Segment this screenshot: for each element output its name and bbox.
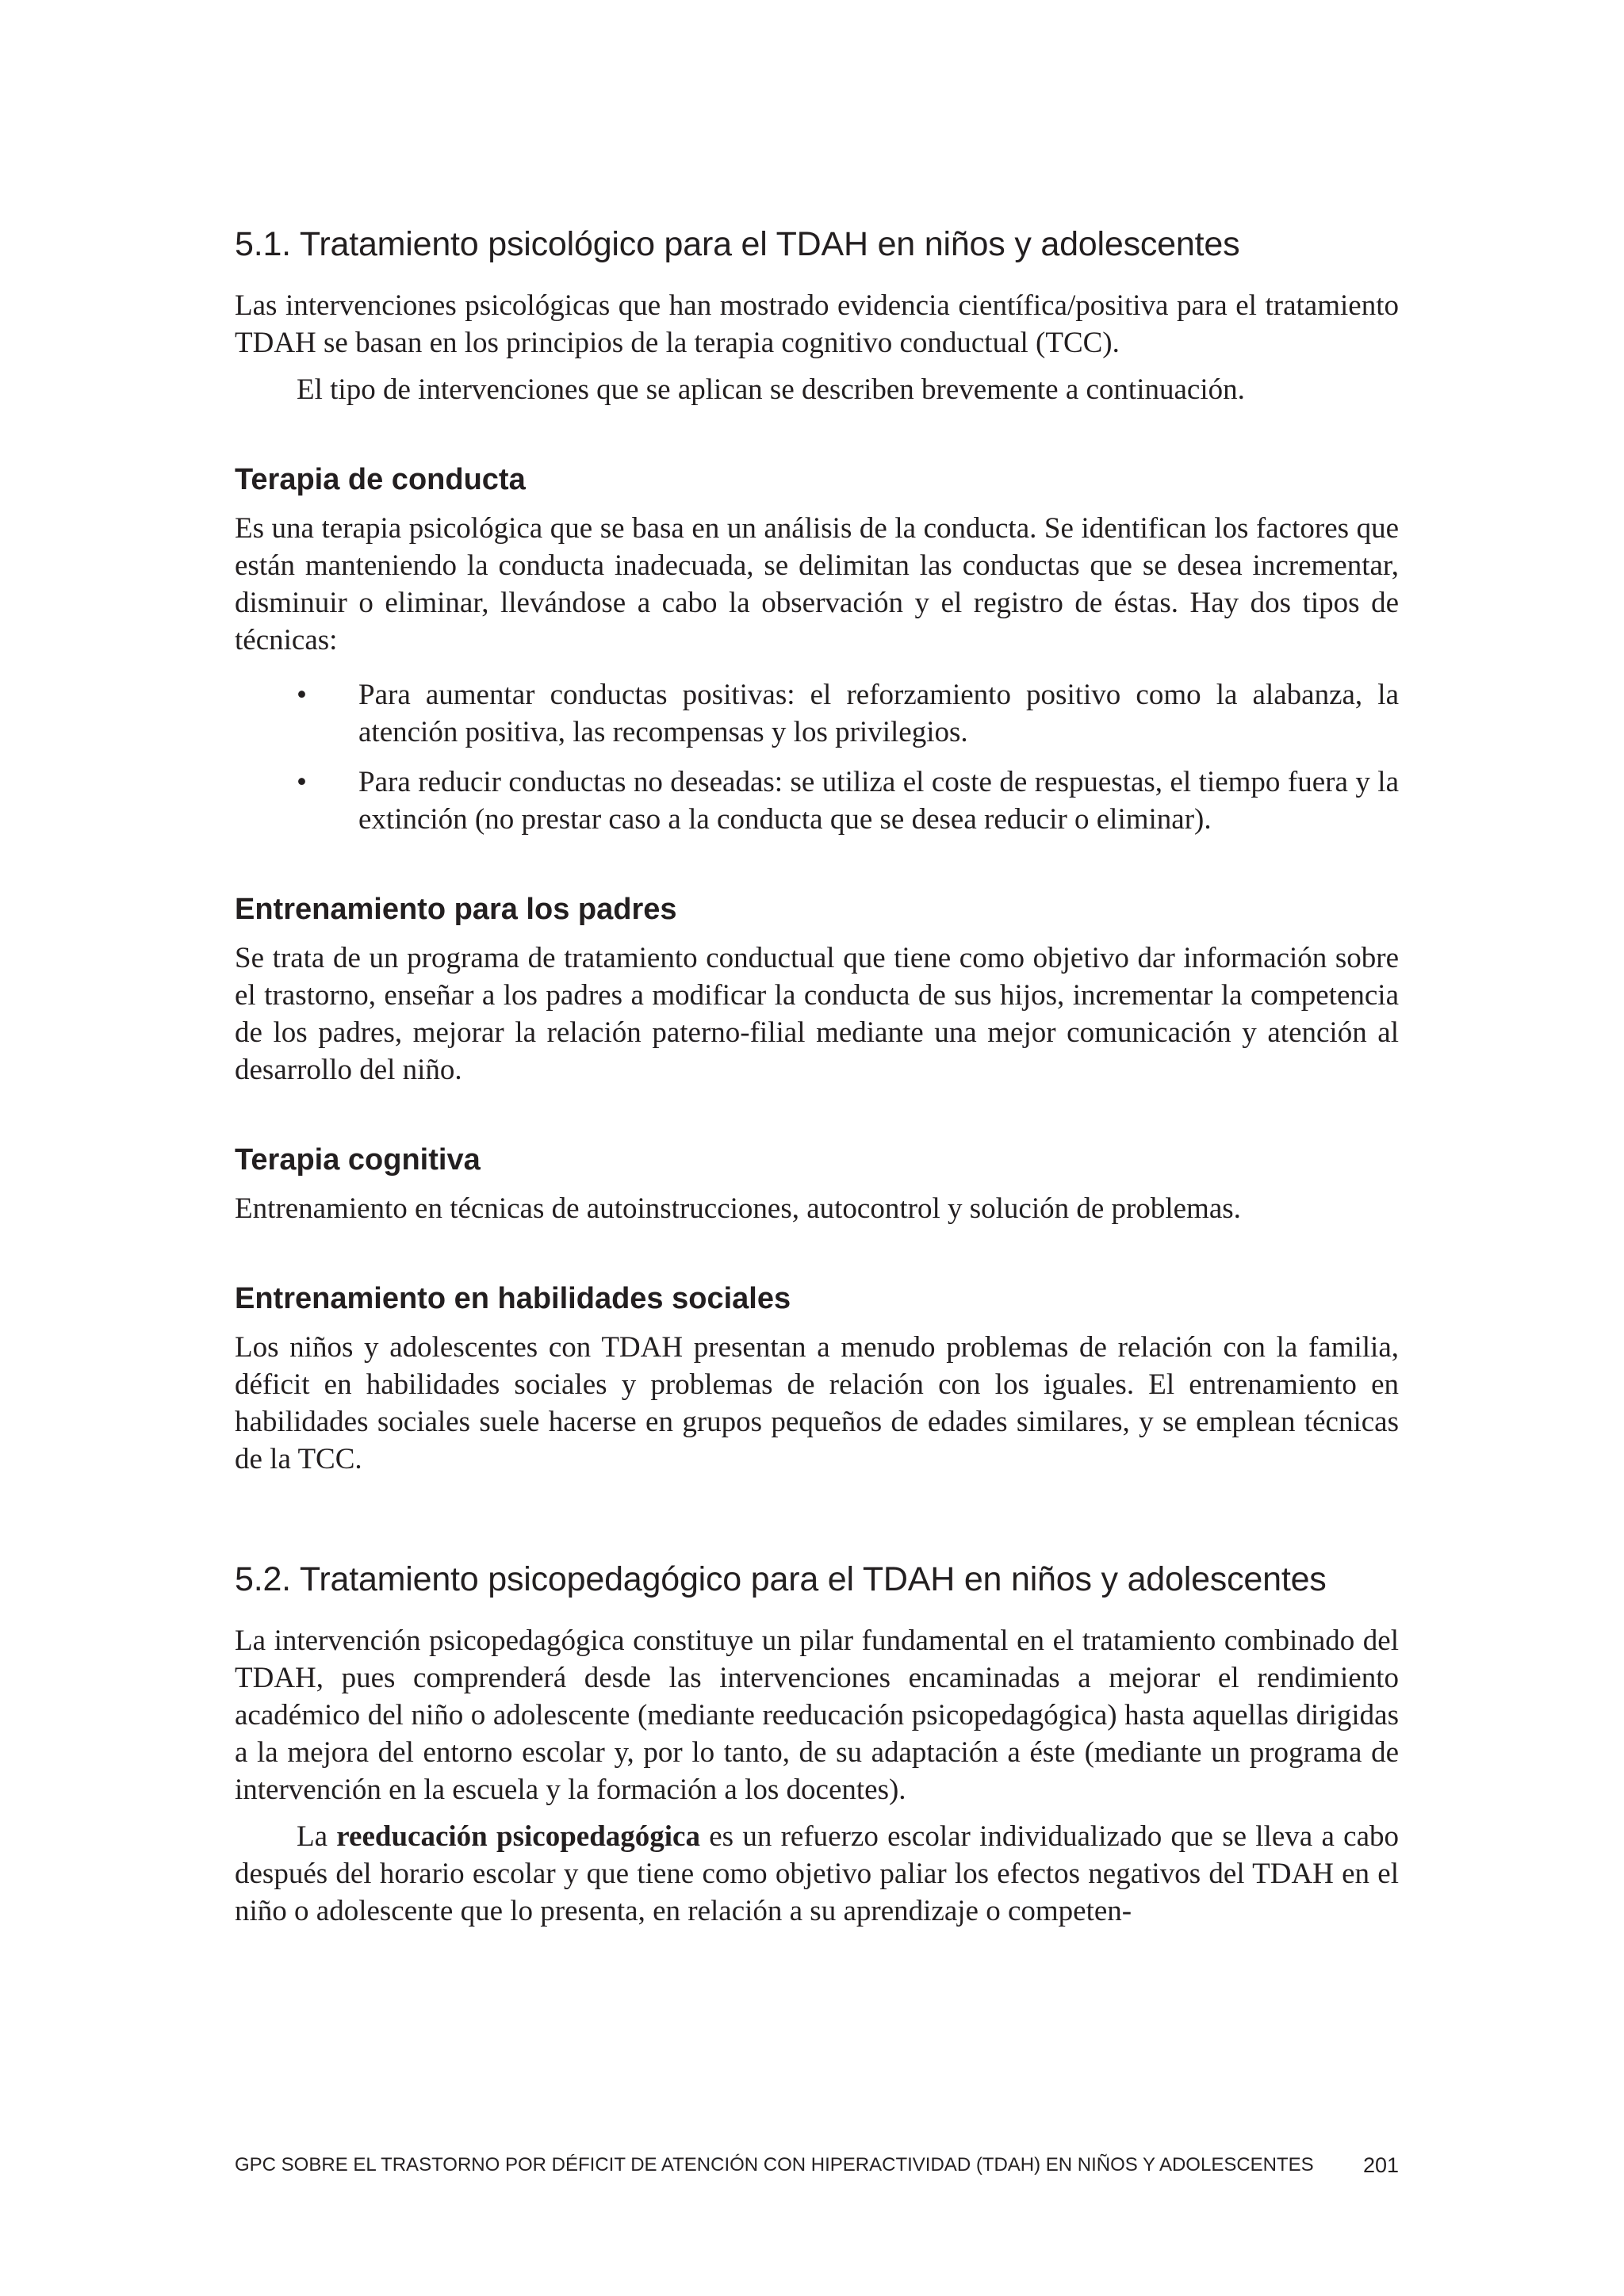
subsection-title-entrenamiento-padres: Entrenamiento para los padres — [235, 893, 677, 926]
footer-running-title: GPC SOBRE EL TRASTORNO POR DÉFICIT DE ATENCIÓN CON HIPERACTIVIDAD (TDAH) EN NIÑOS Y ADOLESCENTES — [235, 2154, 1314, 2175]
section-5-2-paragraph-2 — [235, 1818, 1399, 1930]
paragraph-2-lead: La — [297, 1820, 337, 1853]
section-5-2-paragraph-1: La intervención psicopedagógica constituye un pilar fundamental en el tratamiento combinado del TDAH, pues comprenderá desde las intervenciones encaminadas a mejorar el rendimiento académico del niño o adolescente (mediante reeducación psicopedagógica) hasta aquellas dirigidas a la mejora del entorno escolar y, por lo tanto, de su adaptación a éste (mediante un programa de intervención en la escuela y la formación a los docentes). — [235, 1624, 1399, 1806]
terapia-de-conducta-paragraph: Es una terapia psicológica que se basa en un análisis de la conducta. Se identifican los factores que están manteniendo la conducta inadecuada, se delimitan las conductas que se desea incrementar, disminuir o eliminar, llevándose a cabo la observación y el registro de éstas. Hay dos tipos de técnicas: — [235, 512, 1399, 656]
list-item — [235, 763, 1399, 838]
terapia-cognitiva-paragraph: Entrenamiento en técnicas de autoinstrucciones, autocontrol y solución de problemas. — [235, 1192, 1241, 1225]
section-5-1-intro-paragraph: Las intervenciones psicológicas que han mostrado evidencia científica/positiva para el tratamiento TDAH se basan en los principios de la terapia cognitivo conductual (TCC). — [235, 289, 1399, 359]
page-number: 201 — [1362, 2153, 1399, 2177]
section-5-1-second-paragraph: El tipo de intervenciones que se aplican se describen brevemente a continuación. — [297, 373, 1245, 406]
section-title-5-2: 5.2. Tratamiento psicopedagógico para el TDAH en niños y adolescentes — [235, 1560, 1327, 1598]
page-footer — [235, 2153, 1399, 2177]
bullet-icon: • — [297, 766, 307, 798]
paragraph-2-bold-term: reeducación psicopedagógica — [336, 1820, 700, 1853]
section-title-5-1: 5.1. Tratamiento psicológico para el TDAH en niños y adolescentes — [235, 225, 1240, 263]
subsection-title-terapia-de-conducta: Terapia de conducta — [235, 463, 526, 496]
entrenamiento-padres-paragraph: Se trata de un programa de tratamiento conductual que tiene como objetivo dar información sobre el trastorno, enseñar a los padres a modificar la conducta de sus hijos, incrementar la competencia de los padres, mejorar la relación paterno-filial mediante una mejor comunicación y atención al desarrollo del niño. — [235, 942, 1399, 1086]
paragraph-2-rest: es un refuerzo escolar individualizado que se lleva a cabo después del horario escolar y que tiene como objetivo paliar los efectos negativos del TDAH en el niño o adolescente que lo presenta, en relación a su aprendizaje o competen- — [235, 1820, 1400, 1927]
subsection-title-terapia-cognitiva: Terapia cognitiva — [235, 1143, 481, 1177]
list-item — [235, 676, 1399, 751]
techniques-bullet-list — [235, 676, 1399, 838]
subsection-title-habilidades-sociales: Entrenamiento en habilidades sociales — [235, 1282, 791, 1315]
bullet-text: Para reducir conductas no deseadas: se utiliza el coste de respuestas, el tiempo fuera y la extinción (no prestar caso a la conducta que se desea reducir o eliminar). — [358, 766, 1399, 836]
page-content — [235, 222, 1399, 1930]
habilidades-sociales-paragraph: Los niños y adolescentes con TDAH presentan a menudo problemas de relación con la familia, déficit en habilidades sociales y problemas de relación con los iguales. El entrenamiento en habilidades sociales suele hacerse en grupos pequeños de edades similares, y se emplean técnicas de la TCC. — [235, 1331, 1399, 1475]
bullet-text: Para aumentar conductas positivas: el reforzamiento positivo como la alabanza, la atención positiva, las recompensas y los privilegios. — [358, 679, 1399, 748]
bullet-icon: • — [297, 679, 307, 711]
